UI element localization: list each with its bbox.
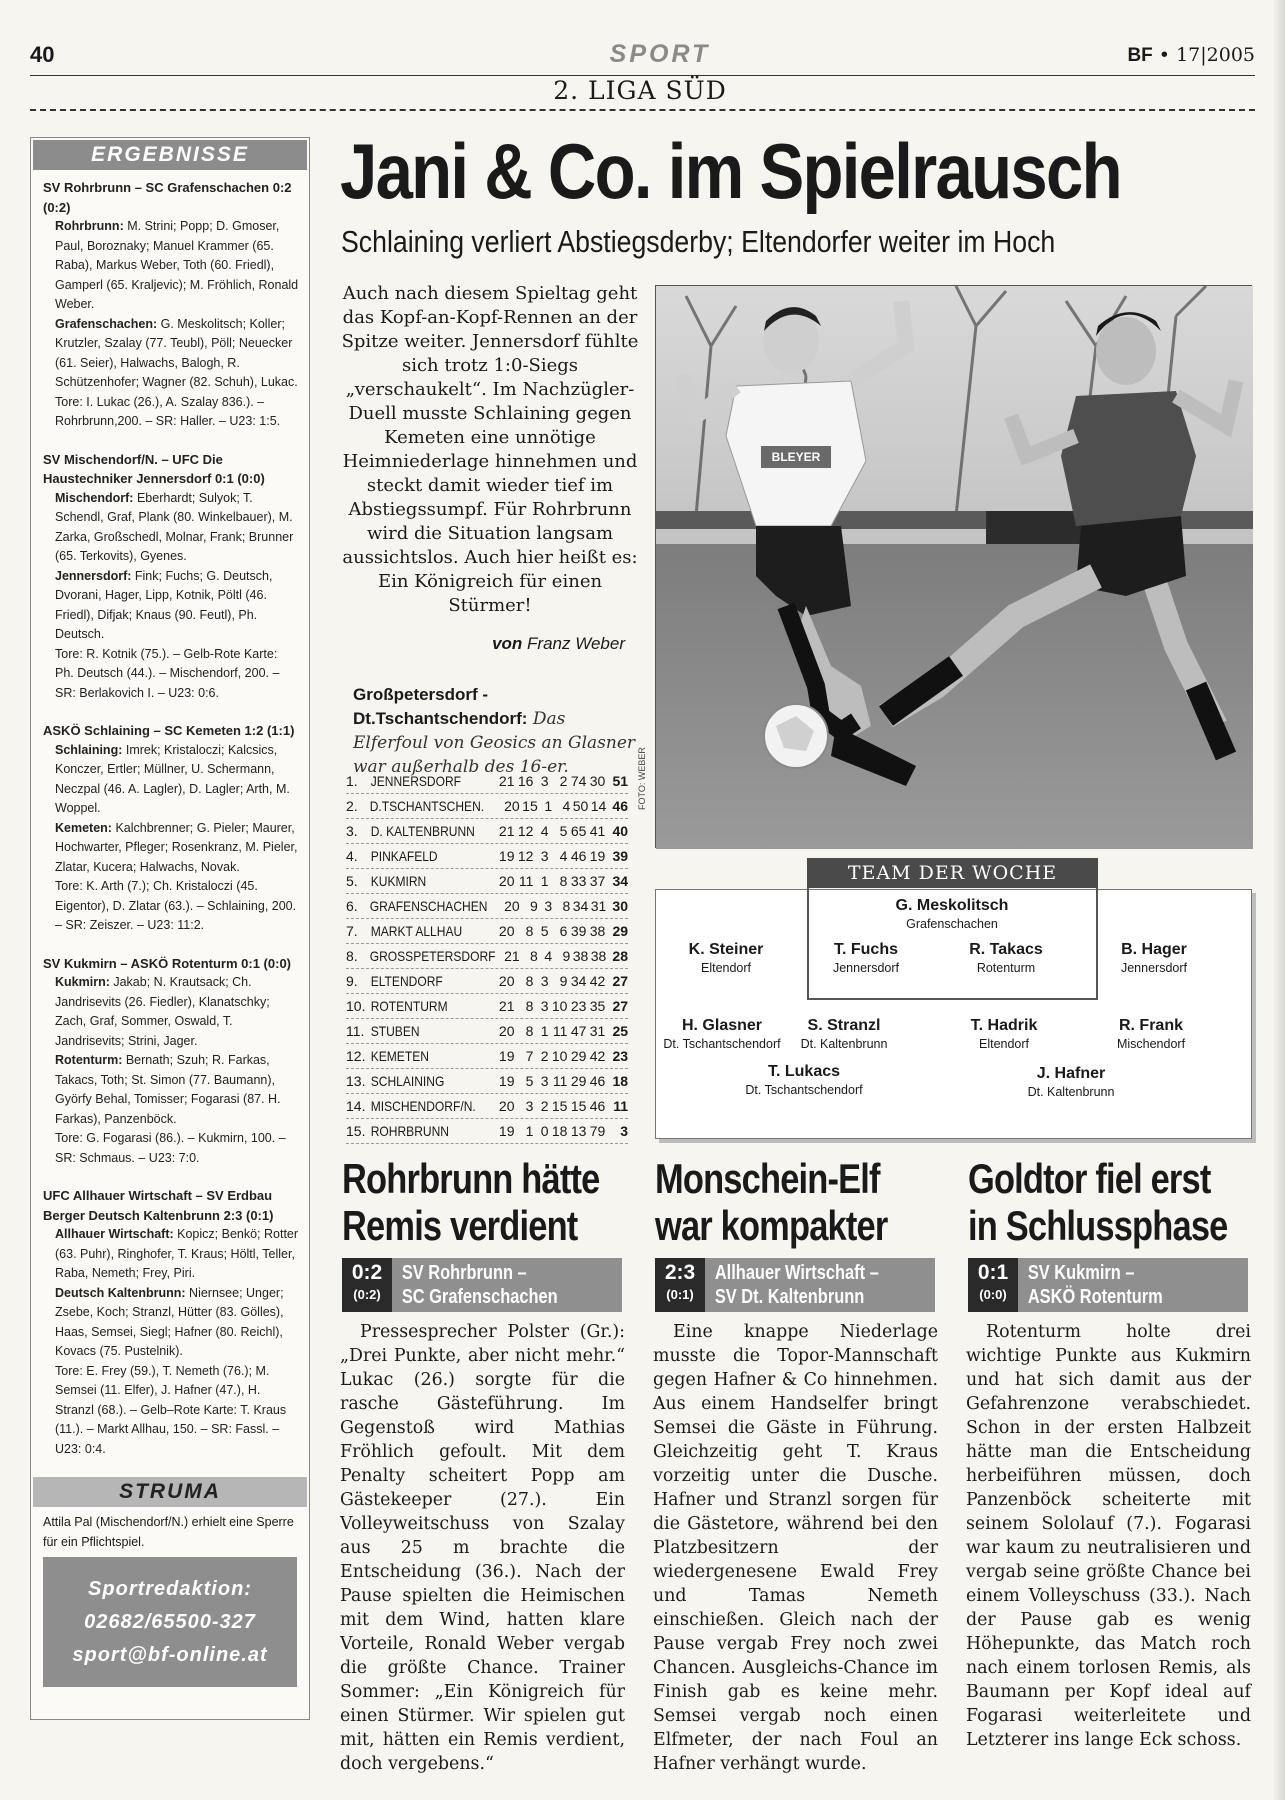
player-club: Dt. Tschantschendorf [663, 1037, 781, 1051]
standings-cell-sp: 20 [504, 798, 520, 814]
standings-cell-ta: 31 [590, 898, 607, 914]
player-club: Mischendorf [1116, 1037, 1186, 1051]
standings-cell-u: 3 [544, 898, 553, 914]
contact-phone: 02682/65500-327 [84, 1611, 256, 1633]
away-lineup [43, 1051, 299, 1129]
score-box [342, 1258, 392, 1312]
standings-cell-pos: 1. [346, 773, 358, 789]
standings-table [346, 769, 628, 1144]
player-card [786, 940, 946, 977]
home-lineup-text: Jakab; N. Krautsack; Ch. Jandrisevits (26. Fiedler), Klanatschky; Zach, Graf, Sommer, Oswald, T. Jandrisevits; Strini, Jager. [55, 975, 270, 1048]
standings-cell-team: SCHLAINING [370, 1073, 445, 1089]
away-lineup-text: Kalchbrenner; G. Pieler; Maurer, Hochwarter, Pfleger; Rosenkranz, M. Pieler, Zlatar, Kucera; Halwachs, Novak. [55, 820, 298, 874]
match-header: UFC Allhauer Wirtschaft – SV Erdbau Berger Deutsch Kaltenbrunn 2:3 (0:1) [43, 1188, 274, 1223]
score-bar [342, 1258, 622, 1312]
photo-credit: FOTO: WEBER [637, 747, 647, 810]
away-lineup-text: Fink; Fuchs; G. Deutsch, Dvorani, Hager, Lipp, Kotnik, Pöltl (46. Friedl), Difjak; Knaus (90. Feutl), Ph. Deutsch. [55, 568, 273, 641]
standings-cell-sp: 21 [498, 773, 515, 789]
match-teams [392, 1258, 558, 1312]
standings-cell-u: 2 [540, 1048, 549, 1064]
score-box [968, 1258, 1018, 1312]
standings-cell-pts: 40 [612, 823, 629, 839]
player-name: J. Hafner [1036, 1065, 1106, 1082]
standings-cell-team: STUBEN [370, 1023, 420, 1039]
standings-row [346, 994, 628, 1019]
standings-cell-tf: 65 [570, 823, 587, 839]
article-headline [655, 1155, 887, 1249]
final-score: 2:3 [664, 1261, 696, 1284]
standings-cell-team: ROTENTURM [370, 998, 448, 1014]
standings-cell-n: 10 [551, 1048, 568, 1064]
standings-cell-u: 3 [540, 998, 549, 1014]
home-team-label: Rohrbrunn: [55, 219, 124, 233]
match-result [43, 178, 299, 432]
standings-cell-ta: 42 [589, 973, 606, 989]
away-team-label: Kemeten: [55, 820, 112, 835]
home-lineup [43, 1225, 299, 1284]
lead-paragraph: Auch nach diesem Spieltag geht das Kopf-an-Kopf-Rennen an der Spitze weiter. Jennersdorf fühlte sich trotz 1:0-Siegs „verschaukelt“. Im Nachzügler-Duell musste Schlaining gegen Kemeten eine unnötige Heimniederlage hinnehmen und steckt damit wieder tief im Abstiegssumpf. Für Rohrbrunn wird die Situation langsam aussichtslos. Auch hier heißt es: Ein Königreich für einen Stürmer! [341, 283, 639, 616]
standings-cell-u: 0 [540, 1123, 549, 1139]
standings-cell-tf: 34 [572, 898, 589, 914]
standings-cell-n: 15 [551, 1098, 568, 1114]
article-headline-line-2: war kompakter [655, 1202, 888, 1249]
away-lineup [43, 315, 299, 393]
score-bar [968, 1258, 1248, 1312]
results-sidebar [30, 137, 310, 1720]
standings-cell-tf: 38 [572, 948, 589, 964]
standings-cell-u: 1 [544, 798, 553, 814]
standings-cell-pts: 25 [612, 1023, 629, 1039]
standings-cell-pts: 18 [612, 1073, 629, 1089]
issue-number: 17|2005 [1176, 44, 1255, 66]
player-name: B. Hager [1121, 941, 1187, 958]
home-lineup-text: M. Strini; Popp; D. Gmoser, Paul, Boroznaky; Manuel Krammer (65. Raba), Markus Weber, Toth (60. Friedl), Gamperl (65. Kraljevic); M. Fröhlich, Ronald Weber. [55, 219, 299, 311]
standings-cell-n: 18 [551, 1123, 568, 1139]
standings-row [346, 794, 628, 819]
standings-row [346, 894, 628, 919]
team-of-week-title: TEAM DER WOCHE [807, 858, 1098, 888]
standings-cell-ta: 19 [589, 848, 606, 864]
standings-cell-ta: 46 [589, 1073, 606, 1089]
standings-cell-sp: 20 [498, 1098, 515, 1114]
standings-row [346, 844, 628, 869]
away-team-label: Grafenschachen: [55, 316, 158, 331]
byline [340, 634, 625, 654]
standings-row [346, 1044, 628, 1069]
standings-cell-pos: 10. [346, 998, 366, 1014]
results-list [31, 178, 309, 1459]
standings-cell-s: 16 [517, 773, 534, 789]
away-team-label: Deutsch Kaltenbrunn: [55, 1285, 186, 1300]
standings-cell-pts: 39 [612, 848, 629, 864]
player-card [646, 940, 806, 977]
match-result [43, 450, 299, 704]
match-header: SV Mischendorf/N. – UFC Die Haustechniker Jennersdorf 0:1 (0:0) [43, 451, 265, 486]
standings-cell-team: KUKMIRN [370, 873, 426, 889]
player-name: S. Stranzl [807, 1017, 881, 1034]
standings-cell-u: 2 [540, 1098, 549, 1114]
standings-cell-pts: 27 [612, 973, 629, 989]
contact-title: Sportredaktion: [88, 1578, 252, 1600]
standings-cell-sp: 19 [498, 1048, 515, 1064]
standings-cell-s: 8 [529, 948, 538, 964]
article-headline [968, 1155, 1227, 1249]
article-headline-line-2: Remis verdient [342, 1202, 578, 1249]
standings-cell-s: 8 [525, 998, 534, 1014]
player-card [724, 1062, 884, 1099]
standings-row [346, 1069, 628, 1094]
page-edge-shadow [1273, 0, 1285, 1800]
standings-cell-ta: 38 [590, 948, 607, 964]
standings-cell-n: 8 [562, 898, 571, 914]
standings-cell-pts: 23 [612, 1048, 629, 1064]
team-1: SV Rohrbrunn – [401, 1262, 527, 1284]
caption-bold: Großpetersdorf - Dt.Tschantschendorf: [353, 685, 528, 728]
standings-row [346, 1019, 628, 1044]
article-body: Pressesprecher Polster (Gr.): „Drei Punkte, aber nicht mehr.“ Lukac (26.) sorgte für die rasche Gästeführung. Im Gegenstoß wird Mathias Fröhlich gefoult. Mit dem Penalty scheitert Popp am Gästekeeper (27.). Ein Volleyweitschuss von Szalay aus 25 m brachte die Entscheidung (36.). Nach der Pause spielten die Heimischen mit dem Wind, hatten klare Vorteile, Ronald Weber vergab die größte Chance. Trainer Sommer: „Ein Königreich für einen Stürmer. Wir spielen gut mit, hätten ein Remis verdient, doch vergebens.“ [340, 1322, 625, 1774]
standings-cell-u: 5 [540, 923, 549, 939]
standings-cell-sp: 21 [498, 823, 515, 839]
standings-cell-tf: 23 [570, 998, 587, 1014]
standings-cell-n: 9 [559, 973, 568, 989]
home-team-label: Schlaining: [55, 742, 123, 757]
standings-cell-u: 3 [540, 773, 549, 789]
standings-cell-pos: 14. [346, 1098, 366, 1114]
standings-cell-sp: 19 [498, 848, 515, 864]
standings-cell-s: 7 [525, 1048, 534, 1064]
standings-cell-team: D. KALTENBRUNN [370, 823, 475, 839]
standings-cell-team: D.TSCHANTSCHEN. [369, 798, 484, 814]
standings-cell-s: 1 [525, 1123, 534, 1139]
home-team-label: Allhauer Wirtschaft: [55, 1227, 174, 1241]
byline-prefix: von [492, 634, 523, 653]
standings-cell-pos: 9. [346, 973, 358, 989]
standings-cell-pos: 2. [346, 798, 358, 814]
player-club: Rotenturm [976, 961, 1036, 975]
article-headline [342, 1155, 599, 1249]
standings-cell-team: MISCHENDORF/N. [370, 1098, 476, 1114]
standings-cell-u: 1 [540, 873, 549, 889]
standings-cell-s: 12 [517, 823, 534, 839]
home-lineup [43, 741, 299, 819]
team-1: SV Kukmirn – [1027, 1262, 1135, 1284]
standings-cell-team: PINKAFELD [370, 848, 438, 864]
standings-row [346, 969, 628, 994]
standings-cell-team: GROSSPETERSDORF [369, 948, 496, 964]
player-card [924, 1016, 1084, 1053]
standings-cell-ta: 35 [589, 998, 606, 1014]
standings-row [346, 819, 628, 844]
player-goalkeeper [872, 896, 1032, 933]
player-club: Dt. Tschantschendorf [745, 1083, 863, 1097]
team-of-the-week [655, 862, 1252, 1139]
standings-cell-pts: 27 [612, 998, 629, 1014]
standings-cell-sp: 21 [498, 998, 515, 1014]
standings-cell-team: KEMETEN [370, 1048, 429, 1064]
standings-cell-u: 4 [544, 948, 553, 964]
away-lineup-text: Bernath; Szuh; R. Farkas, Takacs, Toth; St. Simon (77. Baumann), Györfy Behal, Tomisser; Fogarasi (87. H. Farkas), Panzenböck. [55, 1053, 281, 1126]
page-number: 40 [30, 42, 55, 67]
standings-cell-pts: 34 [612, 873, 629, 889]
home-team-label: Kukmirn: [55, 975, 110, 989]
player-name: T. Hadrik [970, 1017, 1038, 1034]
team-1: Allhauer Wirtschaft – [714, 1262, 879, 1284]
standings-cell-s: 8 [525, 923, 534, 939]
team-2: ASKÖ Rotenturm [1027, 1286, 1163, 1308]
standings-cell-pts: 29 [612, 923, 629, 939]
article-headline-line-1: Monschein-Elf [655, 1155, 880, 1202]
match-header: SV Kukmirn – ASKÖ Rotenturm 0:1 (0:0) [43, 955, 292, 971]
standings-cell-tf: 46 [570, 848, 587, 864]
standings-cell-team: ELTENDORF [370, 973, 443, 989]
player-card [1074, 940, 1234, 977]
struma-text: Attila Pal (Mischendorf/N.) erhielt eine Sperre für ein Pflichtspiel. [43, 1515, 294, 1549]
player-club: Jennersdorf [1120, 961, 1187, 975]
match-header: SV Rohrbrunn – SC Grafenschachen 0:2 (0:2) [43, 180, 292, 215]
team-2: SC Grafenschachen [401, 1286, 558, 1308]
article-body: Rotenturm holte drei wichtige Punkte aus Kukmirn und hat sich damit aus der Gefahrenzone verabschiedet. Schon in der ersten Halbzeit hätte man die Entscheidung herbeiführen müssen, doch Panzenböck scheiterte mit seinem Sololauf (7.). Fogarasi war kaum zu neutralisieren und vergab seine größte Chance bei einem Volleyschuss (33.). Nach der Pause gab es wenig Höhepunkte, das Match roch nach einem torlosen Remis, als Baumann per Kopf ideal auf Fogarasi weiterleitete und Letzterer ins lange Eck schoss. [966, 1322, 1251, 1750]
issue-info: BF • 17|2005 [1127, 44, 1255, 66]
standings-cell-n: 4 [562, 798, 571, 814]
standings-cell-s: 11 [518, 873, 534, 889]
standings-cell-s: 8 [525, 1023, 534, 1039]
standings-row [346, 944, 628, 969]
header-dashed-rule [30, 109, 1255, 111]
standings-cell-tf: 29 [570, 1073, 587, 1089]
standings-cell-ta: 46 [589, 1098, 606, 1114]
player-card [926, 940, 1086, 977]
standings-cell-team: GRAFENSCHACHEN [369, 898, 488, 914]
standings-cell-ta: 38 [589, 923, 606, 939]
match-summary: Tore: K. Arth (7.); Ch. Kristaloczi (45. Eigentor), D. Zlatar (63.). – Schlaining, 200. – SR: Zeiszer. – U23: 11:2. [55, 879, 297, 932]
player-card [991, 1064, 1151, 1101]
standings-cell-tf: 34 [570, 973, 587, 989]
standings-cell-pts: 28 [612, 948, 628, 964]
standings-cell-pos: 8. [346, 948, 358, 964]
standings-cell-tf: 39 [570, 923, 587, 939]
standings-cell-s: 9 [529, 898, 538, 914]
article-headline-line-1: Goldtor fiel erst [968, 1155, 1211, 1202]
standings-cell-n: 6 [559, 923, 568, 939]
standings-cell-pos: 6. [346, 898, 358, 914]
standings-row [346, 1094, 628, 1119]
standings-cell-pts: 3 [620, 1123, 629, 1139]
standings-cell-s: 15 [522, 798, 538, 814]
standings-row [346, 919, 628, 944]
caption-text: Das Elferfoul von Geosics an Glasner war außerhalb des 16-er. [353, 709, 636, 777]
match-result [43, 1186, 299, 1459]
standings-cell-tf: 15 [570, 1098, 587, 1114]
final-score: 0:2 [351, 1261, 383, 1284]
standings-cell-sp: 19 [498, 1073, 515, 1089]
standings-cell-pos: 11. [346, 1023, 365, 1039]
player-club: Eltendorf [700, 961, 752, 975]
standings-cell-ta: 42 [589, 1048, 606, 1064]
standings-row [346, 769, 628, 794]
standings-cell-u: 4 [540, 823, 549, 839]
standings-cell-u: 3 [540, 1073, 549, 1089]
player-name: R. Frank [1118, 1017, 1183, 1034]
standings-cell-s: 3 [525, 1098, 534, 1114]
photo-caption [353, 683, 643, 779]
standings-cell-tf: 29 [570, 1048, 587, 1064]
halftime-score: (0:1) [666, 1287, 694, 1302]
match-summary: Tore: E. Frey (59.), T. Nemeth (76.); M. Semsei (11. Elfer), J. Hafner (47.), H. Stranzl (68.). – Gelb–Rote Karte: T. Kraus (11.). – Markt Allhau, 150. – SR: Fassl. – U23: 0:4. [55, 1363, 287, 1456]
standings-cell-ta: 41 [589, 823, 606, 839]
standings-row [346, 1119, 628, 1144]
standings-cell-pos: 5. [346, 873, 358, 889]
standings-cell-sp: 20 [498, 973, 515, 989]
match-teams [705, 1258, 879, 1312]
player-club: Eltendorf [978, 1037, 1030, 1051]
player-name: T. Fuchs [833, 941, 898, 958]
match-teams [1018, 1258, 1163, 1312]
match-result [43, 721, 299, 936]
away-team-label: Rotenturm: [55, 1053, 123, 1067]
player-name: G. Meskolitsch [895, 897, 1009, 914]
standings-cell-pts: 11 [613, 1098, 629, 1114]
match-result [43, 954, 299, 1169]
standings-cell-tf: 33 [570, 873, 587, 889]
standings-cell-n: 9 [562, 948, 571, 964]
player-name: H. Glasner [681, 1017, 763, 1034]
match-photo [655, 285, 1252, 848]
player-name: R. Takacs [969, 941, 1043, 958]
standings-cell-ta: 30 [589, 773, 606, 789]
match-header: ASKÖ Schlaining – SC Kemeten 1:2 (1:1) [43, 723, 295, 738]
standings-cell-pts: 51 [612, 773, 629, 789]
home-lineup [43, 489, 299, 567]
player-club: Grafenschachen [906, 917, 998, 931]
score-bar [655, 1258, 935, 1312]
standings-cell-pos: 12. [346, 1048, 366, 1064]
final-score: 0:1 [977, 1261, 1009, 1284]
standings-cell-pos: 4. [346, 848, 358, 864]
contact-box [43, 1557, 297, 1687]
standings-row [346, 869, 628, 894]
standings-cell-n: 5 [559, 823, 568, 839]
player-club: Dt. Kaltenbrunn [1027, 1085, 1115, 1099]
standings-cell-tf: 13 [570, 1123, 587, 1139]
team-2: SV Dt. Kaltenbrunn [714, 1286, 865, 1308]
player-name: T. Lukacs [767, 1063, 841, 1080]
standings-cell-sp: 20 [498, 1023, 515, 1039]
photo-illustration [656, 286, 1253, 849]
away-lineup [43, 819, 299, 878]
article-headline-line-1: Rohrbrunn hätte [342, 1155, 600, 1202]
home-lineup-text: Imrek; Kristaloczi; Kalcsics, Konczer, Ertler; Müllner, U. Schermann, Neczpal (46. A. Lagler), D. Lagler; Arth, M. Woppel. [55, 742, 290, 815]
standings-cell-n: 11 [552, 1023, 568, 1039]
standings-cell-u: 1 [540, 1023, 549, 1039]
standings-cell-ta: 37 [589, 873, 606, 889]
standings-cell-tf: 50 [572, 798, 589, 814]
standings-cell-tf: 74 [570, 773, 587, 789]
player-card [764, 1016, 924, 1053]
standings-cell-team: MARKT ALLHAU [370, 923, 462, 939]
home-lineup-text: Kopicz; Benkö; Rotter (63. Puhr), Ringhofer, T. Kraus; Höltl, Teller, Raba, Nemeth; Frey, Piri. [55, 1227, 299, 1280]
standings-cell-pos: 15. [346, 1123, 366, 1139]
standings-cell-tf: 47 [570, 1023, 587, 1039]
away-lineup-text: G. Meskolitsch; Koller; Krutzler, Szalay (77. Teubl), Pöll; Neuecker (61. Seier), Halwachs, Balogh, R. Schützenhofer; Wagner (82. Schuh), Lukac. [55, 316, 298, 389]
league-title: 2. LIGA SÜD [553, 76, 727, 105]
struma-box-title: STRUMA [33, 1477, 307, 1507]
away-lineup [43, 567, 299, 645]
section-title: SPORT [609, 40, 711, 68]
halftime-score: (0:2) [353, 1287, 381, 1302]
standings-cell-s: 8 [525, 973, 534, 989]
main-headline: Jani & Co. im Spielrausch [340, 127, 1121, 215]
player-card [1071, 1016, 1231, 1053]
home-lineup-text: Eberhardt; Sulyok; T. Schendl, Graf, Plank (80. Winkelbauer), M. Zarka, Großschedl, Molnar, Frank; Brunner (65. Terkovits), Gyenes. [55, 490, 294, 563]
player-club: Jennersdorf [832, 961, 899, 975]
standings-cell-pos: 13. [346, 1073, 366, 1089]
standings-cell-n: 11 [552, 1073, 568, 1089]
away-lineup [43, 1284, 299, 1362]
standings-cell-sp: 21 [504, 948, 520, 964]
standings-cell-pts: 46 [612, 798, 628, 814]
score-box [655, 1258, 705, 1312]
standings-cell-sp: 20 [498, 923, 515, 939]
match-summary: Tore: R. Kotnik (75.). – Gelb-Rote Karte: Ph. Deutsch (44.). – Mischendorf, 200. – SR: Berlakovich I. – U23: 0:6. [55, 646, 280, 700]
standings-cell-ta: 79 [589, 1123, 606, 1139]
standings-cell-sp: 19 [498, 1123, 515, 1139]
standings-cell-sp: 20 [504, 898, 520, 914]
standings-cell-ta: 14 [590, 798, 607, 814]
publication-name: BF [1127, 45, 1153, 66]
standings-cell-u: 3 [540, 973, 549, 989]
player-name: K. Steiner [688, 941, 764, 958]
home-team-label: Mischendorf: [55, 490, 134, 505]
standings-cell-n: 2 [559, 773, 568, 789]
standings-cell-pos: 7. [346, 923, 358, 939]
standings-cell-team: JENNERSDORF [370, 773, 461, 789]
results-box-title: ERGEBNISSE [33, 140, 307, 170]
standings-cell-s: 5 [525, 1073, 534, 1089]
article-body: Eine knappe Niederlage musste die Topor-Mannschaft gegen Hafner & Co hinnehmen. Aus einem Handselfer bringt Semsei die Gäste in Führung. Gleichzeitig geht T. Kraus vorzeitig unter die Dusche. Hafner und Stranzl sorgen für die Gästetore, während bei den Platzbesitzern der wiedergenesene Ewald Frey und Tamas Nemeth einschießen. Gleich nach der Pause vergab Frey noch zwei Chancen. Ausgleichs-Chance im Finish gab es keine mehr. Semsei vergab noch einen Elfmeter, der nach Foul an Hafner verhängt wurde. [653, 1322, 938, 1774]
standings-cell-s: 12 [517, 848, 534, 864]
byline-author: Franz Weber [527, 634, 625, 653]
home-lineup [43, 217, 299, 315]
main-subheadline: Schlaining verliert Abstiegsderby; Eltendorfer weiter im Hoch [341, 224, 1056, 259]
contact-email[interactable]: sport@bf-online.at [72, 1644, 268, 1666]
away-team-label: Jennersdorf: [55, 568, 132, 583]
article-headline-line-2: in Schlussphase [968, 1202, 1228, 1249]
standings-cell-n: 4 [559, 848, 568, 864]
standings-cell-team: ROHRBRUNN [370, 1123, 449, 1139]
standings-cell-u: 3 [540, 848, 549, 864]
match-summary: Tore: I. Lukac (26.), A. Szalay 836.). – Rohrbrunn,200. – SR: Haller. – U23: 1:5. [55, 394, 281, 428]
player-club: Dt. Kaltenbrunn [800, 1037, 888, 1051]
halftime-score: (0:0) [979, 1287, 1007, 1302]
match-summary: Tore: G. Fogarasi (86.). – Kukmirn, 100. – SR: Schmaus. – U23: 7:0. [55, 1131, 286, 1165]
standings-cell-pos: 3. [346, 823, 358, 839]
standings-cell-ta: 31 [589, 1023, 606, 1039]
photo-shirt-text: BLEYER [771, 450, 821, 464]
standings-cell-n: 10 [551, 998, 568, 1014]
away-lineup-text: Niernsee; Unger; Zsebe, Koch; Stranzl, Hütter (83. Gölles), Haas, Semsei, Siegl; Hafner (80. Reichl), Kovacs (75. Pustelnik). [55, 1285, 284, 1358]
standings-cell-sp: 20 [498, 873, 515, 889]
standings-cell-pts: 30 [612, 898, 628, 914]
standings-cell-n: 8 [559, 873, 568, 889]
home-lineup [43, 973, 299, 1051]
